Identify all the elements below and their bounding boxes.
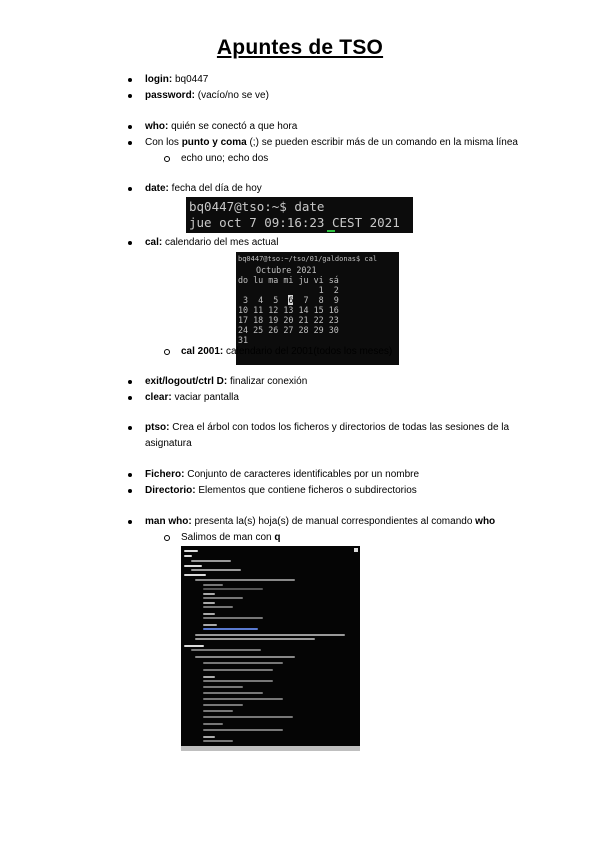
terminal-text-line [203, 710, 233, 712]
terminal-text-line [203, 613, 215, 615]
terminal-text-line [203, 740, 233, 742]
terminal-text-line [191, 649, 261, 651]
terminal-text-line [203, 723, 223, 725]
terminal-cal-week: 3 4 5 6 7 8 9 [238, 295, 339, 305]
bullet [128, 94, 132, 98]
terminal-cal-header: do lu ma mi ju vi sá [238, 275, 339, 285]
term-description: Crea el árbol con todos los ficheros y directorios de todas las sesiones de la [169, 422, 510, 433]
term-description: Salimos de man con [181, 532, 275, 543]
bullet [128, 141, 132, 145]
term-label: password: [145, 90, 196, 101]
term-label: Directorio: [145, 485, 196, 496]
term-description: quién se conectó a que hora [168, 121, 298, 132]
term-description: bq0447 [172, 74, 209, 85]
term-label: who [475, 516, 496, 527]
bullet [128, 187, 132, 191]
terminal-cursor [327, 230, 335, 232]
bullet [128, 78, 132, 82]
text-prefix: Con los [145, 137, 182, 148]
term-label: login: [145, 74, 173, 85]
term-label: man who: [145, 516, 192, 527]
terminal-cal-week: 31 [238, 335, 249, 345]
term-label: exit/logout/ctrl D: [145, 376, 228, 387]
term-description: Elementos que contiene ficheros o subdirectorios [195, 485, 417, 496]
term-label: Fichero: [145, 469, 185, 480]
terminal-text-line [203, 606, 233, 608]
terminal-text-line [203, 588, 263, 590]
terminal-text-line [195, 579, 295, 581]
terminal-text-line [203, 680, 273, 682]
list-item-ptso-cont [145, 436, 192, 452]
terminal-cal-month: Octubre 2021 [256, 265, 317, 275]
terminal-text-line [184, 574, 206, 576]
term-description: (;) se pueden escribir más de un comando en la misma línea [246, 137, 518, 148]
term-label: q [274, 532, 281, 543]
terminal-text-line [203, 584, 223, 586]
bullet [128, 473, 132, 477]
terminal-text-line [184, 555, 192, 557]
terminal-text-line [203, 736, 215, 738]
terminal-text-line [195, 638, 315, 640]
term-description: vaciar pantalla [171, 392, 239, 403]
terminal-text-line [203, 593, 215, 595]
terminal-text-line [203, 729, 283, 731]
term-description: calendario del mes actual [162, 237, 279, 248]
bullet [128, 125, 132, 129]
terminal-text-line [203, 662, 283, 664]
bullet [128, 489, 132, 493]
term-label: who: [145, 121, 169, 132]
terminal-text-line [191, 569, 241, 571]
term-label: cal 2001: [181, 346, 224, 357]
terminal-text-line [203, 716, 293, 718]
terminal-text-line [203, 669, 273, 671]
terminal-prompt: bq0447@tso:~/tso/01/galdonas$ cal [238, 255, 378, 263]
terminal-text-line [203, 698, 283, 700]
term-label: date: [145, 183, 169, 194]
page-title: Apuntes de TSO [216, 36, 384, 59]
term-label: punto y coma [181, 137, 247, 148]
terminal-cal-week: 17 18 19 20 21 22 23 [238, 315, 339, 325]
terminal-text-line [203, 692, 263, 694]
terminal-date-screenshot [186, 197, 413, 233]
term-label: cal: [145, 237, 163, 248]
term-description: finalizar conexión [227, 376, 308, 387]
bullet [128, 380, 132, 384]
term-description: asignatura [145, 438, 192, 449]
terminal-cal-week: 10 11 12 13 14 15 16 [238, 305, 339, 315]
terminal-text-line [184, 565, 202, 567]
terminal-text-line [203, 602, 215, 604]
sub-bullet [164, 156, 170, 162]
terminal-line: bq0447@tso:~$ date [189, 199, 325, 214]
bullet [128, 520, 132, 524]
sub-bullet [164, 535, 170, 541]
terminal-text-line [203, 686, 243, 688]
bullet [128, 241, 132, 245]
term-description: (vacío/no se ve) [195, 90, 269, 101]
term-description: fecha del día de hoy [168, 183, 262, 194]
terminal-text-line [203, 624, 217, 626]
terminal-scroll-indicator [354, 548, 358, 552]
term-description: calendario del 2001(todos los meses) [223, 346, 393, 357]
terminal-scrollbar [181, 746, 360, 751]
terminal-text-line [184, 550, 198, 552]
calendar-today: 6 [288, 295, 294, 305]
terminal-text-line [203, 628, 258, 630]
terminal-text-line [195, 634, 345, 636]
terminal-text-line [203, 704, 243, 706]
bullet [128, 396, 132, 400]
sub-bullet [164, 349, 170, 355]
terminal-text-line [184, 645, 204, 647]
terminal-text-line [203, 597, 243, 599]
terminal-text-line [203, 617, 263, 619]
terminal-cal-week: 1 2 [238, 285, 339, 295]
terminal-cal-week: 24 25 26 27 28 29 30 [238, 325, 339, 335]
term-label: clear: [145, 392, 172, 403]
terminal-text-line [191, 560, 231, 562]
term-description: presenta la(s) hoja(s) de manual correspondientes al comando [191, 516, 476, 527]
terminal-text-line [203, 676, 215, 678]
bullet [128, 426, 132, 430]
example-text: echo uno; echo dos [181, 153, 269, 164]
terminal-man-screenshot [181, 546, 360, 750]
term-label: ptso: [145, 422, 170, 433]
terminal-text-line [195, 656, 295, 658]
terminal-line: jue oct 7 09:16:23 CEST 2021 [189, 215, 400, 230]
term-description: Conjunto de caracteres identificables por un nombre [184, 469, 420, 480]
